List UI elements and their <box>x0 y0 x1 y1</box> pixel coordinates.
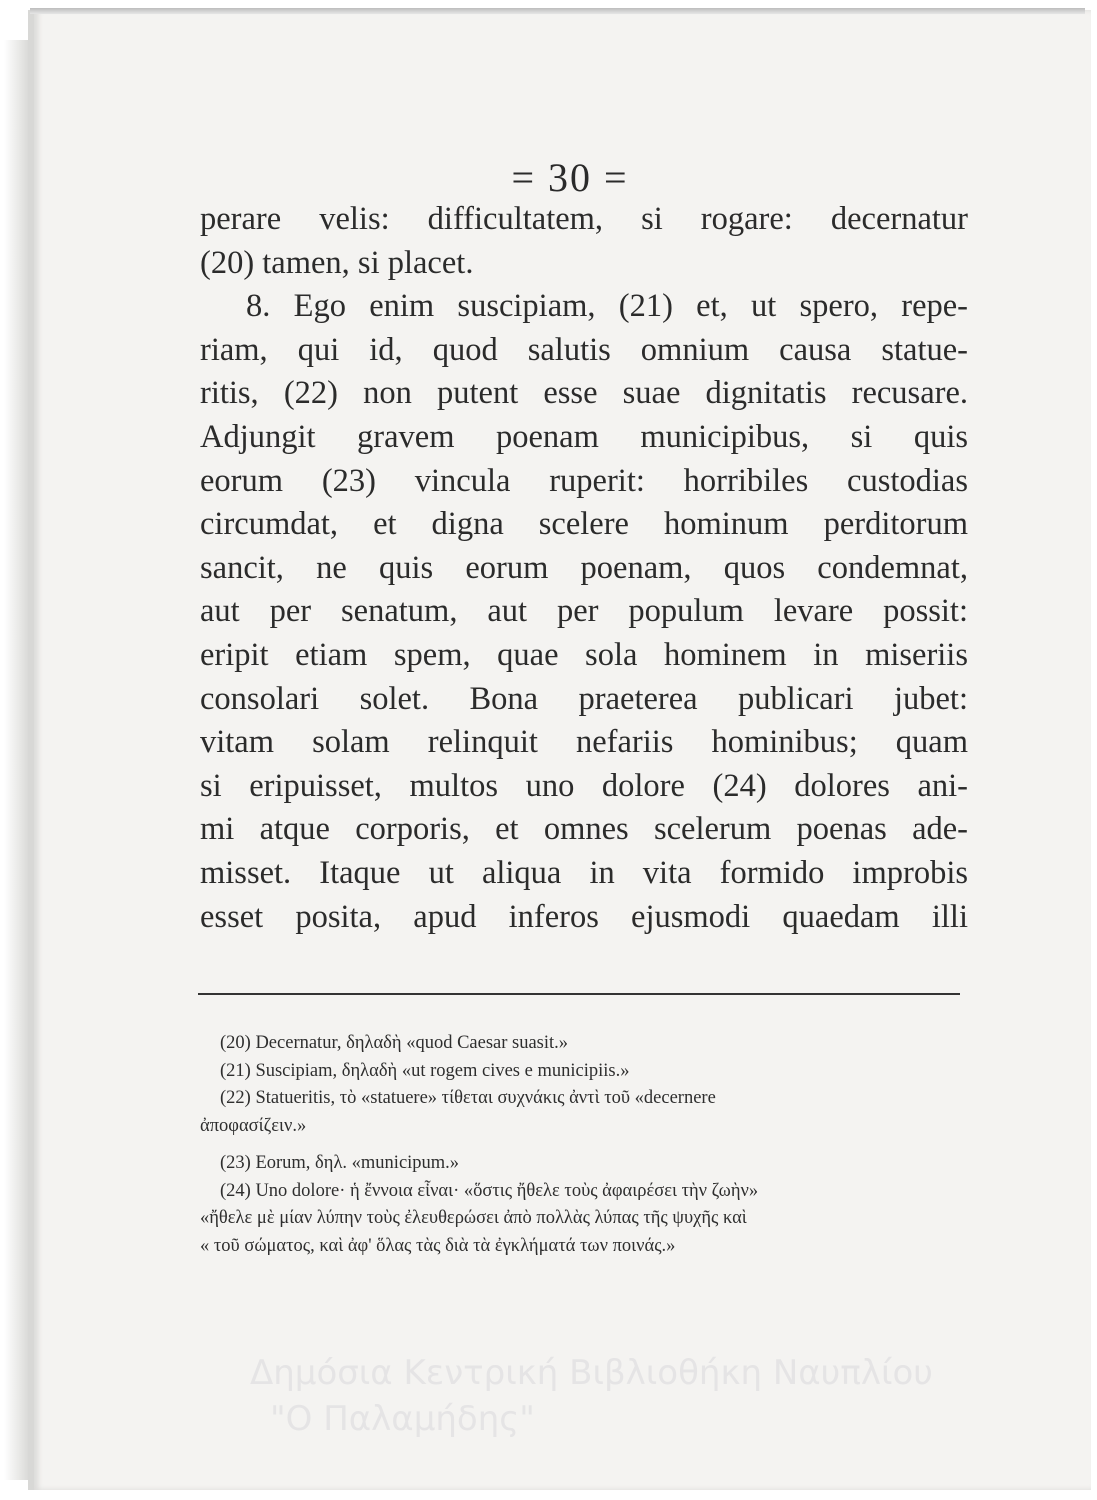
body-line: Adjungit gravem poenam municipibus, si quis <box>200 418 968 455</box>
footnote-line: (21) Suscipiam, δηλαδὴ «ut rogem cives e municipiis.» <box>220 1060 630 1081</box>
footnote-line: (20) Decernatur, δηλαδὴ «quod Caesar suasit.» <box>220 1033 569 1053</box>
body-line: perare velis: difficultatem, si rogare: decernatur <box>200 201 968 237</box>
body-line: mi atque corporis, et omnes scelerum poenas ade- <box>200 811 968 848</box>
body-line: sancit, ne quis eorum poenam, quos condemnat, <box>200 549 968 586</box>
watermark-line: Δημόσια Κεντρική Βιβλιοθήκη Ναυπλίου <box>250 1353 933 1393</box>
footnote-line: ἀποφασίζειν.» <box>200 1115 307 1136</box>
page-number: = 30 = <box>511 155 629 200</box>
body-line: 8. Ego enim suscipiam, (21) et, ut spero, repe- <box>246 288 968 325</box>
body-line: riam, qui id, quod salutis omnium causa statue- <box>200 331 968 368</box>
body-line: vitam solam relinquit nefariis hominibus; quam <box>200 724 968 761</box>
body-line: eorum (23) vincula ruperit: horribiles custodias <box>200 462 968 499</box>
footnote-separator-rule <box>198 993 960 995</box>
body-line: circumdat, et digna scelere hominum perditorum <box>200 506 968 543</box>
body-line: aut per senatum, aut per populum levare possit: <box>200 593 968 630</box>
page-top-edge <box>30 8 1085 14</box>
body-line: si eripuisset, multos uno dolore (24) dolores ani- <box>200 767 968 804</box>
footnote-line: « τοῦ σώματος, καὶ ἀφ' ὅλας τὰς διὰ τὰ ἐγκλήματά των ποινάς.» <box>200 1235 676 1256</box>
footnote-line: «ἤθελε μὲ μίαν λύπην τοὺς ἐλευθερώσει ἀπὸ πολλὰς λύπας τῆς ψυχῆς καὶ <box>200 1208 747 1228</box>
body-line: eripit etiam spem, quae sola hominem in miseriis <box>200 636 968 673</box>
footnotes <box>200 1030 970 1260</box>
library-watermark <box>250 1350 1050 1442</box>
body-line: consolari solet. Bona praeterea publicari jubet: <box>200 680 968 717</box>
watermark-line: "Ο Παλαμήδης" <box>270 1399 535 1439</box>
body-line: misset. Itaque ut aliqua in vita formido improbis <box>200 854 968 891</box>
book-spine <box>4 40 30 1480</box>
body-line: (20) tamen, si placet. <box>200 244 474 281</box>
body-line: ritis, (22) non putent esse suae dignitatis recusare. <box>200 375 968 412</box>
footnote-line: (22) Statueritis, τὸ «statuere» τίθεται συχνάκις ἀντὶ τοῦ «decernere <box>220 1088 716 1108</box>
body-text <box>200 198 968 939</box>
footnote-line: (24) Uno dolore· ἡ ἔννοια εἶναι· «ὅστις ἤθελε τοὺς ἀφαιρέσει τὴν ζωὴν» <box>220 1180 759 1201</box>
footnote-line: (23) Eorum, δηλ. «municipum.» <box>220 1153 460 1173</box>
body-line: esset posita, apud inferos ejusmodi quaedam illi <box>200 898 968 935</box>
